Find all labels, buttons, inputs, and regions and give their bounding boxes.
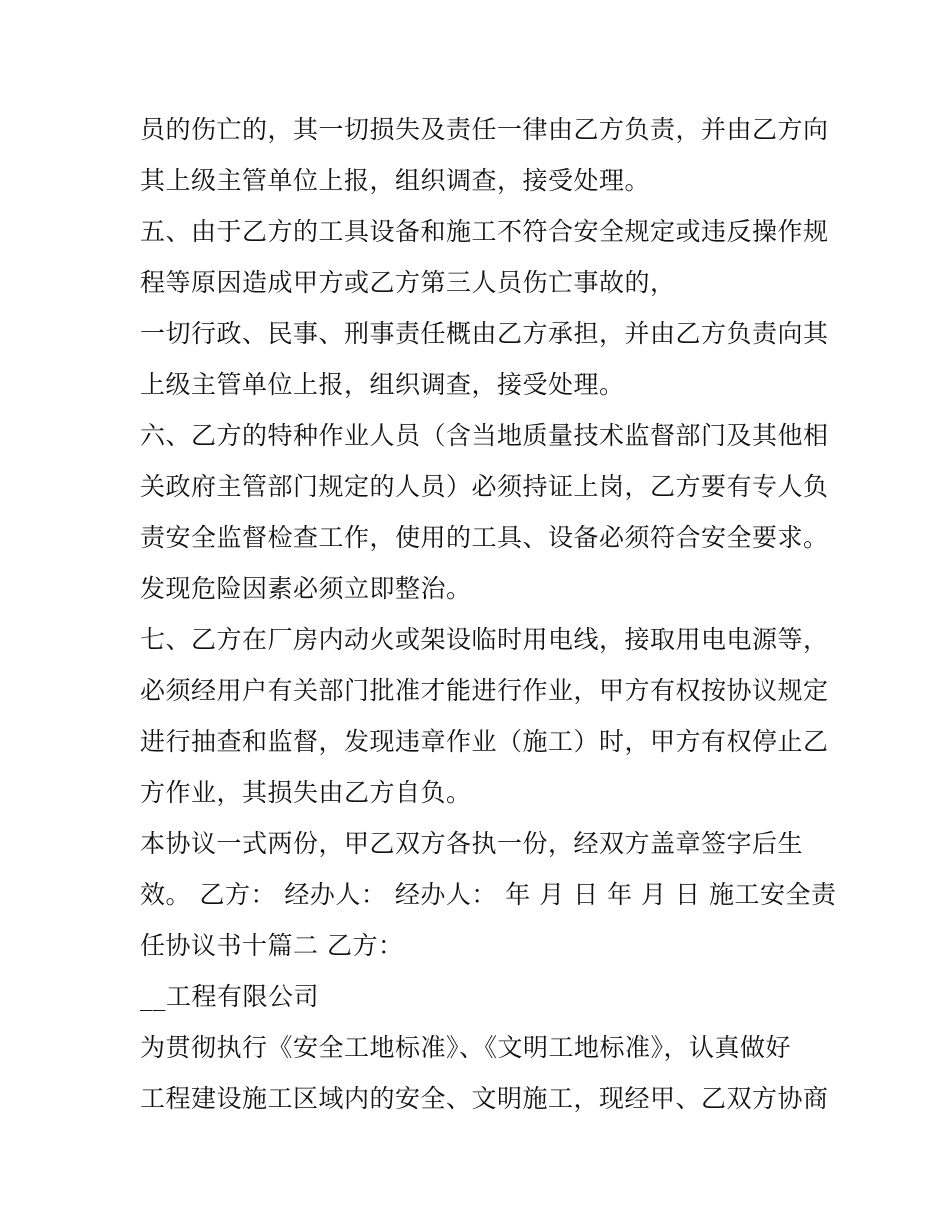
text-line: 一切行政、民事、刑事责任概由乙方承担，并由乙方负责向其 — [140, 319, 829, 348]
text-line: 七、乙方在厂房内动火或架设临时用电线，接取用电电源等， — [140, 625, 829, 654]
text-line: 方作业，其损失由乙方自负。 — [140, 778, 472, 807]
document-body — [140, 104, 837, 1124]
text-line: 其上级主管单位上报，组织调查，接受处理。 — [140, 166, 651, 195]
text-line: 必须经用户有关部门批准才能进行作业，甲方有权按协议规定 — [140, 676, 829, 705]
text-line: 责安全监督检查工作，使用的工具、设备必须符合安全要求。 — [140, 523, 829, 552]
text-line: 六、乙方的特种作业人员（含当地质量技术监督部门及其他相 — [140, 421, 829, 450]
text-line: 本协议一式两份，甲乙双方各执一份，经双方盖章签字后生 — [140, 829, 804, 858]
text-line: 上级主管单位上报，组织调查，接受处理。 — [140, 370, 625, 399]
text-line: 进行抽查和监督，发现违章作业（施工）时，甲方有权停止乙 — [140, 727, 829, 756]
text-line: 程等原因造成甲方或乙方第三人员伤亡事故的， — [140, 268, 676, 297]
text-line: 效。 乙方： 经办人： 经办人： 年 月 日 年 月 日 施工安全责 — [140, 880, 837, 909]
text-line: 五、由于乙方的工具设备和施工不符合安全规定或违反操作规 — [140, 217, 829, 246]
text-line: 发现危险因素必须立即整治。 — [140, 574, 472, 603]
text-line: 为贯彻执行《安全工地标准》、《文明工地标准》，认真做好 — [140, 1033, 792, 1062]
text-line: 关政府主管部门规定的人员）必须持证上岗，乙方要有专人负 — [140, 472, 829, 501]
text-line: 员的伤亡的，其一切损失及责任一律由乙方负责，并由乙方向 — [140, 115, 829, 144]
text-line: __工程有限公司 — [140, 982, 320, 1011]
text-line: 任协议书十篇二 乙方： — [140, 931, 404, 960]
text-line: 工程建设施工区域内的安全、文明施工，现经甲、乙双方协商 — [140, 1084, 829, 1113]
